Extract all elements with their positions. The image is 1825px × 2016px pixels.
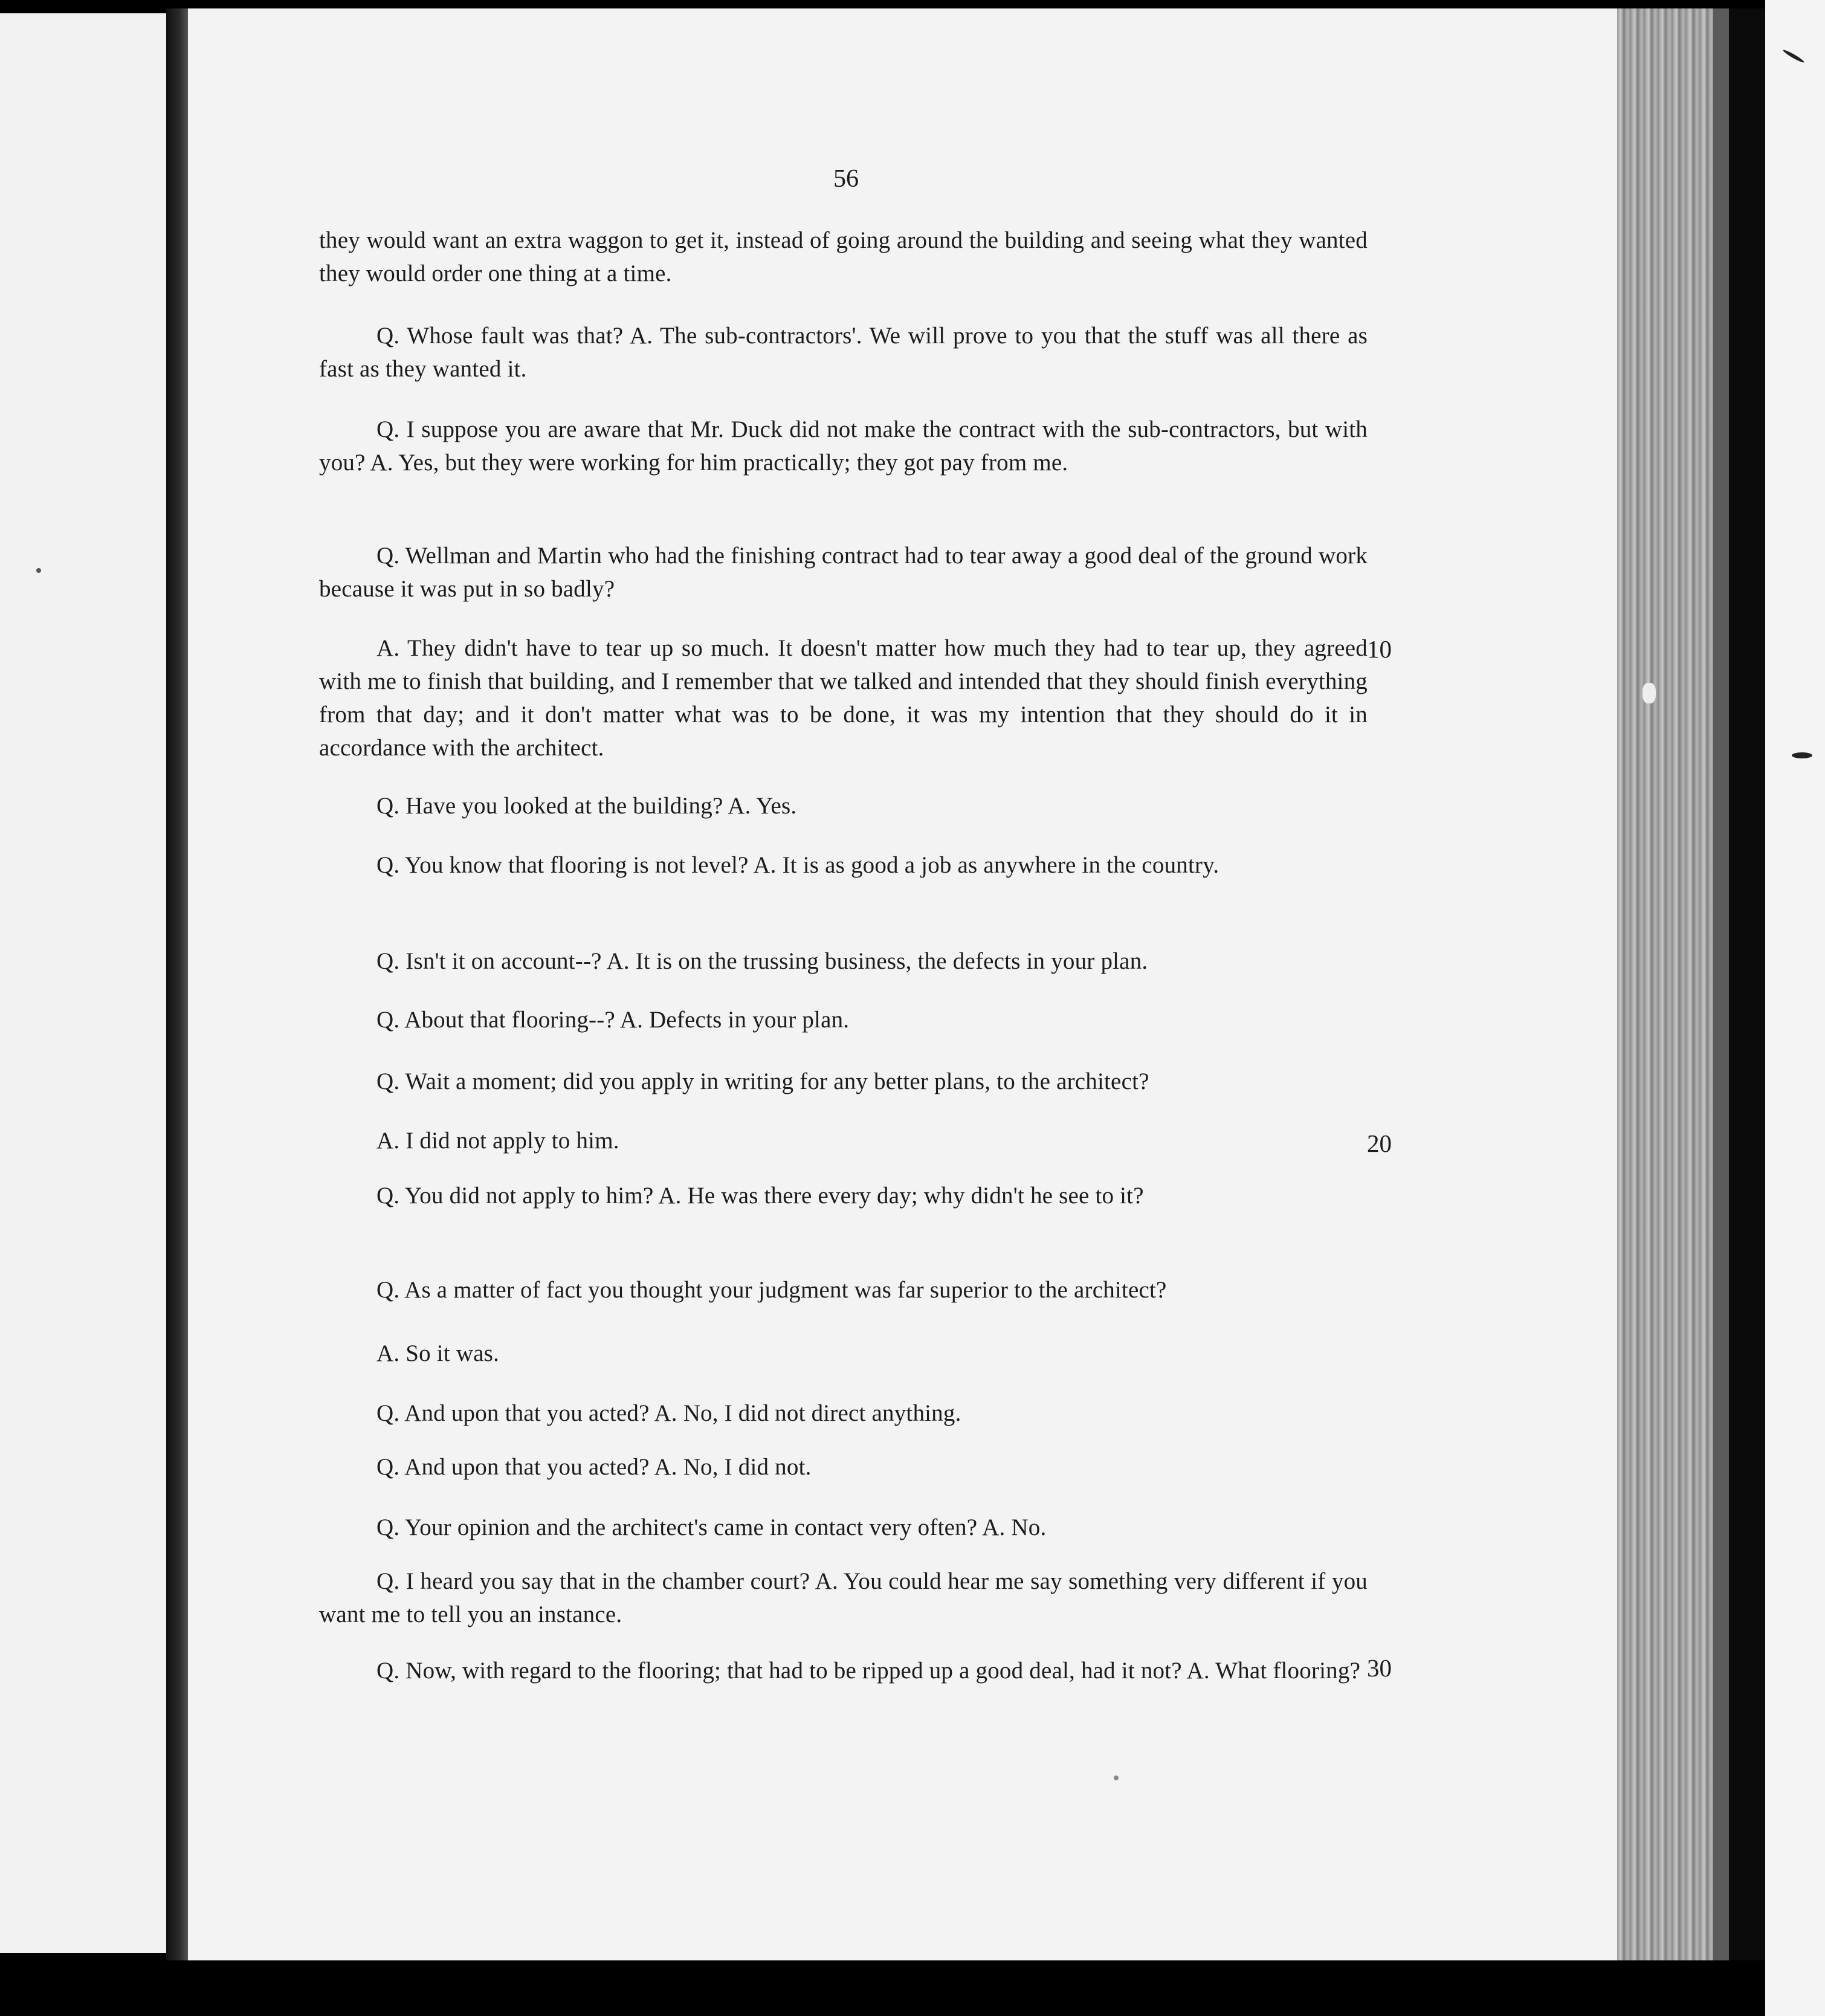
dust-speck: [36, 568, 41, 573]
paragraph: they would want an extra waggon to get it, instead of going around the building and seeing what they wanted they would order one thing at a time.: [319, 227, 1368, 286]
line-number: 10: [1367, 635, 1392, 663]
facing-page: [0, 13, 166, 1953]
paragraph: Q. I heard you say that in the chamber court? A. You could hear me say something very different if you want me to tell you an instance.: [319, 1568, 1368, 1627]
paragraph: A. So it was.: [376, 1340, 500, 1366]
paragraph: Q. And upon that you acted? A. No, I did not direct anything.: [376, 1400, 961, 1426]
book-gutter: [166, 8, 188, 1960]
paragraph: Q. Isn't it on account--? A. It is on the trussing business, the defects in your plan.: [376, 948, 1148, 974]
dust-speck: [1114, 1775, 1119, 1780]
page-number: 56: [833, 165, 859, 193]
page-stack-edges: [1617, 8, 1729, 1960]
paragraph: Q. You know that flooring is not level? A. It is as good a job as anywhere in the country.: [376, 852, 1219, 878]
paragraph: Q. You did not apply to him? A. He was there every day; why didn't he see to it?: [376, 1183, 1144, 1209]
paragraph: Q. Now, with regard to the flooring; that had to be ripped up a good deal, had it not? A. What flooring?: [376, 1658, 1361, 1684]
paragraph: Q. Wellman and Martin who had the finishing contract had to tear away a good deal of the ground work because it was put in so badly?: [319, 543, 1368, 602]
paragraph: Q. About that flooring--? A. Defects in your plan.: [376, 1007, 850, 1033]
paragraph: Q. And upon that you acted? A. No, I did not.: [376, 1454, 812, 1480]
dust-speck: [1642, 683, 1656, 703]
paragraph: Q. Your opinion and the architect's came in contact very often? A. No.: [376, 1514, 1047, 1540]
page-stack-shadow: [1713, 8, 1729, 1960]
paragraph: Q. As a matter of fact you thought your judgment was far superior to the architect?: [376, 1277, 1167, 1303]
scan-margin-right: [1765, 0, 1825, 2016]
paragraph: A. I did not apply to him.: [376, 1128, 619, 1154]
scan-border-right: [1729, 8, 1765, 1960]
paragraph: Q. Whose fault was that? A. The sub-contractors'. We will prove to you that the stuff was all there as fast as they wanted it.: [319, 323, 1368, 382]
dust-speck: [1792, 752, 1812, 758]
line-number: 30: [1367, 1654, 1392, 1682]
paragraph: A. They didn't have to tear up so much. It doesn't matter how much they had to tear up, they agreed with me to finish that building, and I remember that we talked and intended that they should finish everything from that day; and it don't matter what was to be done, it was my intention that they should do it in accordance with the architect.: [319, 635, 1368, 761]
paragraph: Q. Have you looked at the building? A. Yes.: [376, 793, 797, 819]
line-number: 20: [1367, 1129, 1392, 1157]
paragraph: Q. I suppose you are aware that Mr. Duck did not make the contract with the sub-contractors, but with you? A. Yes, but they were working for him practically; they got pay from me.: [319, 416, 1368, 476]
paragraph: Q. Wait a moment; did you apply in writing for any better plans, to the architect?: [376, 1068, 1149, 1094]
